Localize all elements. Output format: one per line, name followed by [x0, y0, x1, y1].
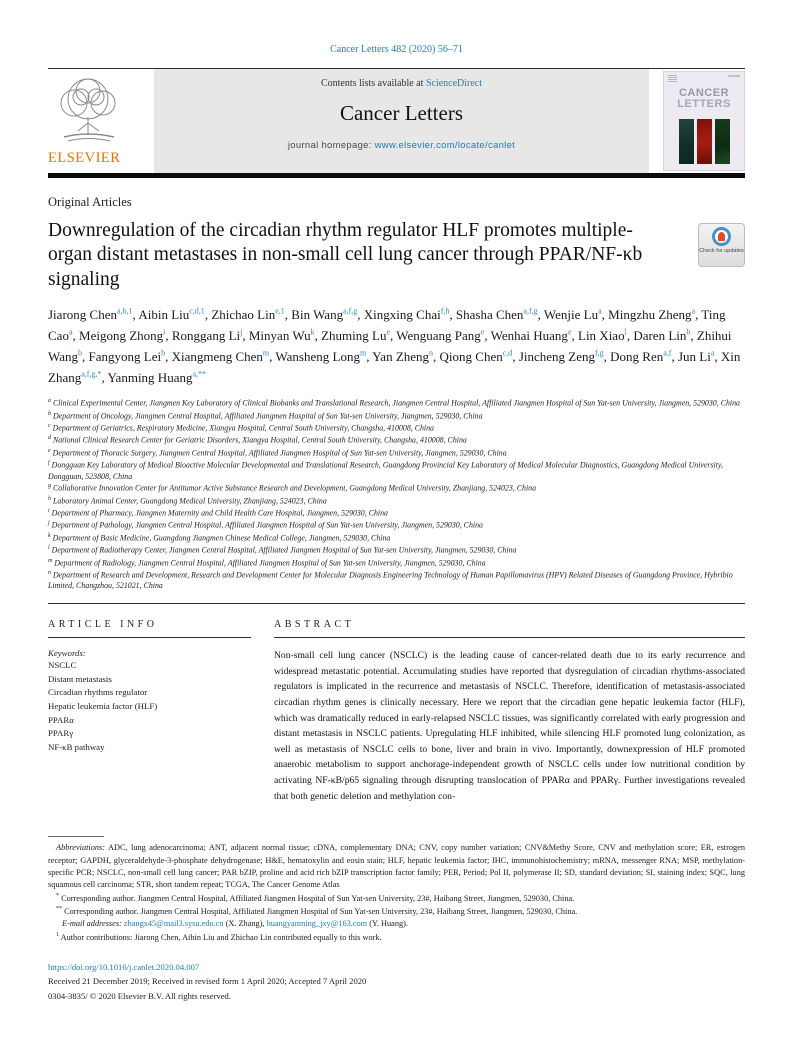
homepage-link[interactable]: www.elsevier.com/locate/canlet [374, 140, 516, 151]
affiliation: $^a$ Clinical Experimental Center, Jiangmen Key Laboratory of Clinical Biobanks and Translational Research, Jiangmen Central Hospital, Affiliated Jiangmen Hospital of Sun Yat-sen University, Jiangmen, 529030, China [48, 398, 740, 408]
doi-line [48, 960, 745, 975]
keyword: Distant metastasis [48, 673, 112, 684]
cover-title-line2: LETTERS [677, 98, 731, 110]
affiliation: $^f$ Dongguan Key Laboratory of Medical Bioactive Molecular Developmental and Translational Research, Guangdong Provincial Key Laboratory of Medical Molecular Diagnostics, Guangdong Medical University, Dongguan, 523808, China [48, 460, 723, 481]
info-abstract-columns [48, 619, 745, 811]
abbreviations-footnote [48, 842, 745, 892]
affiliation: $^d$ National Clinical Research Center for Geriatric Disorders, Xiangya Hospital, Central South University, Changsha, 410008, China [48, 435, 467, 446]
footnote-separator [48, 836, 104, 837]
affiliation: $^i$ Department of Pharmacy, Jiangmen Maternity and Child Health Care Hospital, Jiangmen, 529030, China [48, 508, 388, 518]
abbreviations-label: Abbreviations: [56, 843, 106, 853]
author: Jincheng Zeng$^{f,g}$, [518, 348, 611, 364]
check-updates-icon [712, 227, 731, 246]
author: Zhihui Wang$^b$, [48, 327, 732, 364]
author: Aibin Liu$^{c,d,1}$, [138, 306, 212, 323]
elsevier-wordmark: ELSEVIER [48, 150, 121, 166]
article-info-column [48, 619, 251, 811]
sciencedirect-link[interactable]: ScienceDirect [425, 78, 483, 89]
cover-strip-1 [679, 119, 694, 164]
author: Jiarong Chen$^{a,b,1}$, [48, 306, 139, 323]
article-info-heading: ARTICLE INFO [48, 619, 251, 638]
affiliation: $^b$ Department of Oncology, Jiangmen Central Hospital, Affiliated Jiangmen Hospital of Sun Yat-sen University, Jiangmen, 529030, China [48, 410, 483, 421]
keyword-list [48, 659, 251, 754]
author: Minyan Wu$^k$, [248, 327, 322, 343]
doi-link[interactable]: https://doi.org/10.1016/j.canlet.2020.04.007 [48, 961, 200, 972]
contrib-marker: 1 [56, 931, 59, 938]
title-row [48, 219, 745, 292]
corresponding-author-1 [48, 892, 745, 905]
author: Meigong Zhong$^i$, [79, 327, 172, 343]
footnotes [48, 842, 745, 944]
affiliation: $^l$ Department of Radiotherapy Center, Jiangmen Central Hospital, Affiliated Jiangmen Hospital of Sun Yat-sen University, Jiangmen, 529030, China [48, 545, 517, 555]
corr1-marker: * [56, 892, 59, 899]
cover-strip-3 [715, 119, 730, 164]
author: Mingzhu Zheng$^a$, [608, 306, 702, 323]
elsevier-logo[interactable] [48, 69, 154, 173]
keyword: Circadian rhythms regulator [48, 687, 148, 698]
contrib-text: Author contributions: Jiarong Chen, Aibin Liu and Zhichao Lin contributed equally to this work. [59, 932, 382, 942]
author: Wenguang Pang$^e$, [396, 327, 491, 343]
author: Dong Ren$^{a,f}$, [610, 348, 678, 364]
author: Shasha Chen$^{a,f,g}$, [455, 306, 544, 323]
email-label: E-mail addresses: [62, 919, 122, 929]
contents-text: Contents lists available at [320, 78, 426, 89]
author: Zhuming Lu$^e$, [321, 327, 397, 343]
author-list [48, 305, 745, 388]
cover-issn-mark [728, 75, 740, 77]
cover-column [649, 69, 745, 173]
email-link-1[interactable]: zhangx45@mail3.sysu.edu.cn [123, 919, 224, 929]
author-contributions-footnote [48, 931, 745, 944]
keyword: PPARα [48, 714, 74, 725]
corr1-text: Corresponding author. Jiangmen Central Hospital, Affiliated Jiangmen Hospital of Sun Yat-sen University, 23#, Haibang Street, Jiangmen, 529030, China. [59, 893, 575, 903]
author: Zhichao Lin$^{e,1}$, [211, 306, 292, 323]
journal-title: Cancer Letters [339, 101, 464, 125]
author: Bin Wang$^{a,f,g}$, [291, 306, 364, 323]
author: Ronggang Li$^j$, [171, 327, 249, 343]
author: Yanming Huang$^{a,**}$ [107, 369, 207, 385]
author: Daren Lin$^b$, [633, 327, 697, 343]
affiliation: $^g$ Collaborative Innovation Center for Antitumor Active Substance Research and Development, Guangdong Medical University, Zhanjiang, 524023, China [48, 483, 537, 493]
author: Qiong Chen$^{c,d}$, [439, 348, 519, 364]
homepage-label: journal homepage: [287, 140, 375, 151]
section-label: Original Articles [48, 195, 132, 209]
cover-title [664, 88, 744, 110]
affiliation: $^n$ Department of Research and Development, Research and Development Center for Molecular Diagnosis Engineering Technology of Human Papillomavirus (HPV) Related Diseases of Guangdong Province, Hybribio Limited, Changzhou, 521021, China [48, 569, 733, 591]
author: Xingxing Chai$^{f,h}$, [363, 306, 456, 323]
affiliation: $^m$ Department of Radiology, Jiangmen Central Hospital, Affiliated Jiangmen Hospital of Sun Yat-sen University, Jiangmen, 529030, China [48, 557, 486, 568]
affiliation: $^j$ Department of Pathology, Jiangmen Central Hospital, Affiliated Jiangmen Hospital of Sun Yat-sen University, Jiangmen, 529030, China [48, 520, 483, 531]
journal-citation: Cancer Letters 482 (2020) 56–71 [330, 44, 463, 55]
email-link-2[interactable]: huangyanming_jxy@163.com [266, 919, 368, 929]
author: Xiangmeng Chen$^m$, [171, 348, 276, 364]
email2-suffix: (Y. Huang). [367, 919, 408, 929]
keyword: PPARγ [48, 728, 74, 739]
affiliation: $^k$ Department of Basic Medicine, Guangdong Jiangmen Chinese Medical College, Jiangmen, 529030, China [48, 532, 391, 543]
author: Wenjie Lu$^a$, [543, 306, 609, 323]
affiliation: $^h$ Laboratory Animal Center, Guangdong Medical University, Zhanjiang, 524023, China [48, 495, 327, 506]
corr2-text: Corresponding author. Jiangmen Central Hospital, Affiliated Jiangmen Hospital of Sun Yat-sen University, 23#, Haibang Street, Jiangmen, 529030, China. [62, 906, 578, 916]
keyword: Hepatic leukemia factor (HLF) [48, 700, 158, 711]
affiliation: $^c$ Department of Geriatrics, Respiratory Medicine, Xiangya Hospital, Central South University, Changsha, 410008, China [48, 423, 434, 433]
cover-strip-2 [697, 119, 712, 164]
author: Xin Zhang$^{a,f,g,*}$, [48, 348, 741, 385]
cover-title-line1: CANCER [678, 87, 730, 99]
affiliation-list [48, 397, 745, 592]
author: Lin Xiao$^l$, [578, 327, 634, 343]
check-updates-badge[interactable] [698, 223, 745, 267]
article-footer [48, 960, 745, 1004]
author: Fangyong Lei$^b$, [88, 348, 172, 364]
keyword: NF-κB pathway [48, 741, 105, 752]
abbreviations-text: ADC, lung adenocarcinoma; ANT, adjacent normal tissue; cDNA, complementary DNA; CNV, copy number variation; CNV&Methy Score, CNV and methylation score; ER, estrogen receptor; GAPDH, glyceraldehyde-3-phosphate dehydrogenase; H&E, hematoxylin and eosin stain; HLF, hepatic leukemia factor; IHC, immunohistochemistry; mRNA, messenger RNA; MSP, methylation-specific PCR; NSCLC, non-small cell lung cancer; PAR bZIP, proline and acid rich bZIP transcription factor family; PER, Period; Pol II, polymerase II; SD, standard deviation; SI, staining index; SQC, lung squamous cell carcinoma; STR, short tandem repeat; TCGA, The Cancer Genome Atlas [48, 843, 745, 890]
elsevier-tree-icon [48, 73, 130, 147]
corr2-marker: ** [56, 906, 62, 913]
columns-top-rule [48, 603, 745, 604]
author: Wansheng Long$^m$, [275, 348, 373, 364]
author: Wenhai Huang$^e$, [490, 327, 578, 343]
affiliation: $^e$ Department of Thoracic Surgery, Jiangmen Central Hospital, Affiliated Jiangmen Hospital of Sun Yat-sen University, Jiangmen, 529030, China [48, 447, 507, 458]
author: Ting Cao$^a$, [48, 307, 726, 343]
journal-cover-thumbnail[interactable] [663, 71, 745, 171]
author: Jun Li$^a$, [677, 348, 721, 364]
cover-logo-mark [668, 75, 677, 82]
abstract-heading: ABSTRACT [274, 619, 745, 638]
corresponding-author-2 [48, 905, 745, 918]
received-dates: Received 21 December 2019; Received in revised form 1 April 2020; Accepted 7 April 2020 [48, 976, 367, 987]
copyright-line: 0304-3835/ © 2020 Elsevier B.V. All rights reserved. [48, 991, 231, 1002]
header-middle [154, 69, 649, 173]
cover-image-strips [664, 119, 744, 164]
article-title: Downregulation of the circadian rhythm regulator HLF promotes multiple-organ distant metastases in non-small cell lung cancer through PPAR/NF-κb signaling [48, 220, 643, 290]
homepage-line [162, 140, 641, 151]
keywords-label: Keywords: [48, 648, 86, 659]
email1-suffix: (X. Zhang), [223, 919, 267, 929]
check-updates-label: Check for updates [699, 248, 744, 254]
keyword: NSCLC [48, 660, 77, 671]
author: Yan Zheng$^n$, [372, 348, 440, 364]
contents-line [162, 78, 641, 89]
header-divider-bar [48, 173, 745, 178]
abstract-text: Non-small cell lung cancer (NSCLC) is the leading cause of cancer-related death due to its early recurrence and widespread metastatic potential. Accumulating studies have reported that dysregulation of circadian rhythms-associated regulators is implicated in the recurrence and metastasis of NSCLC. Therefore, identification of metastasis-associated circadian rhythm genes is clinically necessary. Here we report that the circadian gene hepatic leukemia factor (HLF), which was dramatically reduced in early-relapsed NSCLC tissues, was significantly correlated with early progression and distant metastasis in NSCLC patients. Upregulating HLF inhibited, while silencing HLF promoted lung colonization, as well as metastasis of NSCLC cells to bone, liver and brain in vivo. Importantly, downexpression of HLF promoted anaerobic metabolism to support anchorage-independent growth of NSCLC cells under low nutritional condition by activating NF-κB/p65 signaling through disrupting translocation of PPARα and PPARγ. Further investigations revealed that both genetic deletion and methylation con- [274, 650, 745, 802]
email-addresses-line [48, 918, 745, 930]
journal-header [48, 68, 745, 173]
abstract-column [274, 619, 745, 811]
